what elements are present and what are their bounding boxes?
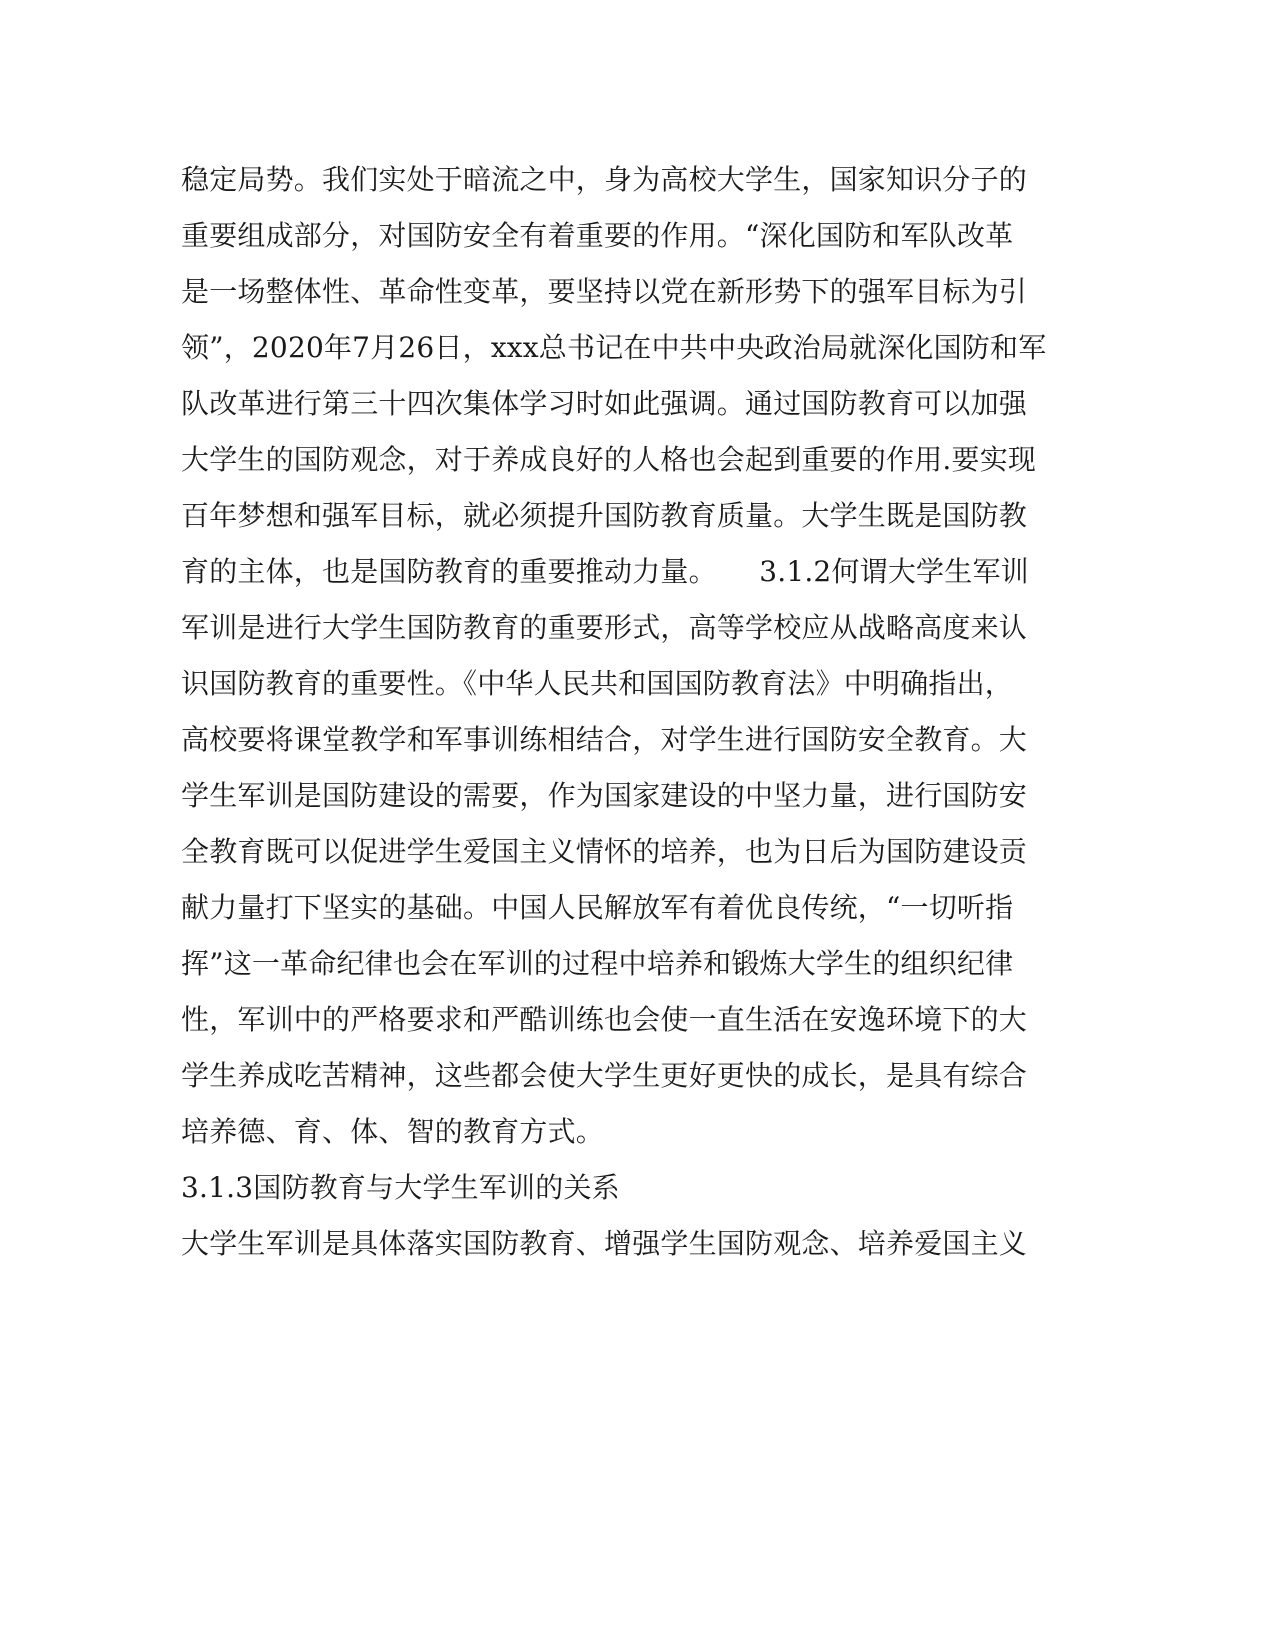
text-line: 领”，2020年7月26日，xxx总书记在中共中央政治局就深化国防和军 xyxy=(181,331,1047,364)
text-line: 全教育既可以促进学生爱国主义情怀的培养，也为日后为国防建设贡 xyxy=(181,835,1028,868)
text-line: 稳定局势。我们实处于暗流之中，身为高校大学生，国家知识分子的 xyxy=(181,163,1028,196)
text-line: 识国防教育的重要性。《中华人民共和国国防教育法》中明确指出， xyxy=(181,667,1014,700)
text-line: 献力量打下坚实的基础。中国人民解放军有着优良传统，“一切听指 xyxy=(181,891,1014,924)
text-line: 培养德、育、体、智的教育方式。 xyxy=(181,1115,605,1148)
text-line: 大学生军训是具体落实国防教育、增强学生国防观念、培养爱国主义 xyxy=(181,1227,1028,1260)
text-line: 学生养成吃苦精神，这些都会使大学生更好更快的成长，是具有综合 xyxy=(181,1059,1028,1092)
body-text xyxy=(181,157,1047,1277)
text-line: 是一场整体性、革命性变革，要坚持以党在新形势下的强军目标为引 xyxy=(181,275,1028,308)
text-line: 挥”这一革命纪律也会在军训的过程中培养和锻炼大学生的组织纪律 xyxy=(181,947,1014,980)
text-line: 学生军训是国防建设的需要，作为国家建设的中坚力量，进行国防安 xyxy=(181,779,1028,812)
text-line: 大学生的国防观念，对于养成良好的人格也会起到重要的作用.要实现 xyxy=(181,443,1037,476)
text-line: 队改革进行第三十四次集体学习时如此强调。通过国防教育可以加强 xyxy=(181,387,1028,420)
text-line: 育的主体，也是国防教育的重要推动力量。 3.1.2何谓大学生军训 xyxy=(181,555,1029,588)
text-line: 性，军训中的严格要求和严酷训练也会使一直生活在安逸环境下的大 xyxy=(181,1003,1028,1036)
text-line: 百年梦想和强军目标，就必须提升国防教育质量。大学生既是国防教 xyxy=(181,499,1028,532)
text-line: 军训是进行大学生国防教育的重要形式，高等学校应从战略高度来认 xyxy=(181,611,1028,644)
section-heading: 3.1.3国防教育与大学生军训的关系 xyxy=(181,1171,620,1204)
text-line: 高校要将课堂教学和军事训练相结合，对学生进行国防安全教育。大 xyxy=(181,723,1028,756)
text-line: 重要组成部分，对国防安全有着重要的作用。“深化国防和军队改革 xyxy=(181,219,1014,252)
